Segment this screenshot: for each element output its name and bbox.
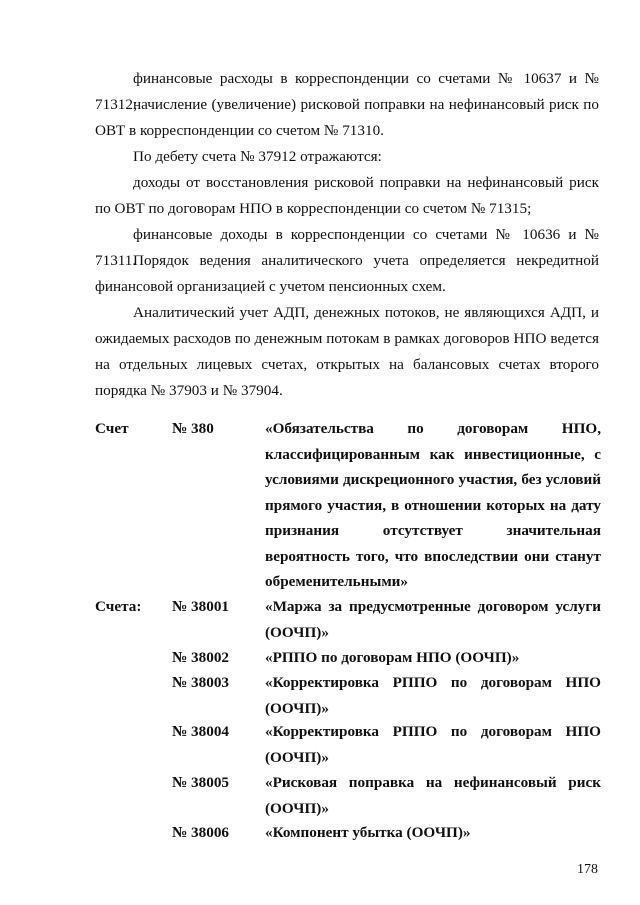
account-label: Счет — [95, 420, 129, 437]
page-number: 178 — [577, 862, 598, 877]
account-title: «Обязательства по договорам НПО, классифицированным как инвестиционные, с условиями дискреционного участия, без условий прямого участия, в отношении которых на дату признания отсутствует значительная вероятность того, что впоследствии они станут обременительными» — [265, 420, 601, 590]
paragraph-debit-heading: По дебету счета № 37912 отражаются: — [133, 148, 382, 165]
subaccount-number: № 38002 — [172, 649, 230, 666]
subaccount-title: «Рисковая поправка на нефинансовый риск (ООЧП)» — [265, 774, 601, 817]
subaccount-number: № 38006 — [172, 824, 230, 841]
subaccount-number: № 38004 — [172, 723, 230, 740]
paragraph-financial-income: финансовые доходы в корреспонденции со счетами № 10636 и № 71311. — [95, 226, 599, 269]
subaccount-title: «Компонент убытка (ООЧП)» — [265, 824, 471, 841]
subaccount-number: № 38005 — [172, 774, 230, 791]
subaccount-number: № 38001 — [172, 598, 230, 615]
paragraph-financial-expenses: финансовые расходы в корреспонденции со счетами № 10637 и № 71312; — [95, 70, 599, 113]
subaccount-number: № 38003 — [172, 674, 230, 691]
account-number: № 380 — [172, 420, 214, 437]
paragraph-risk-adjustment-accrual: начисление (увеличение) рисковой поправки на нефинансовый риск по ОВТ в корреспонденции со счетом № 71310. — [95, 96, 599, 139]
paragraph-recovery-income: доходы от восстановления рисковой поправки на нефинансовый риск по ОВТ по договорам НПО в корреспонденции со счетом № 71315; — [95, 174, 599, 217]
subaccount-title: «Маржа за предусмотренные договором услуги (ООЧП)» — [265, 598, 601, 641]
subaccount-title: «Корректировка РППО по договорам НПО (ООЧП)» — [265, 723, 601, 766]
paragraph-analytic-order: Порядок ведения аналитического учета определяется некредитной финансовой организацией с учетом пенсионных схем. — [95, 252, 599, 295]
subaccount-title: «РППО по договорам НПО (ООЧП)» — [265, 649, 520, 666]
subaccount-title: «Корректировка РППО по договорам НПО (ООЧП)» — [265, 674, 601, 717]
paragraph-analytic-accounting: Аналитический учет АДП, денежных потоков, не являющихся АДП, и ожидаемых расходов по денежным потокам в рамках договоров НПО ведется на отдельных лицевых счетах, открытых на балансовых счетах второго порядка № 37903 и № 37904. — [95, 304, 599, 399]
subaccounts-label: Счета: — [95, 598, 142, 615]
